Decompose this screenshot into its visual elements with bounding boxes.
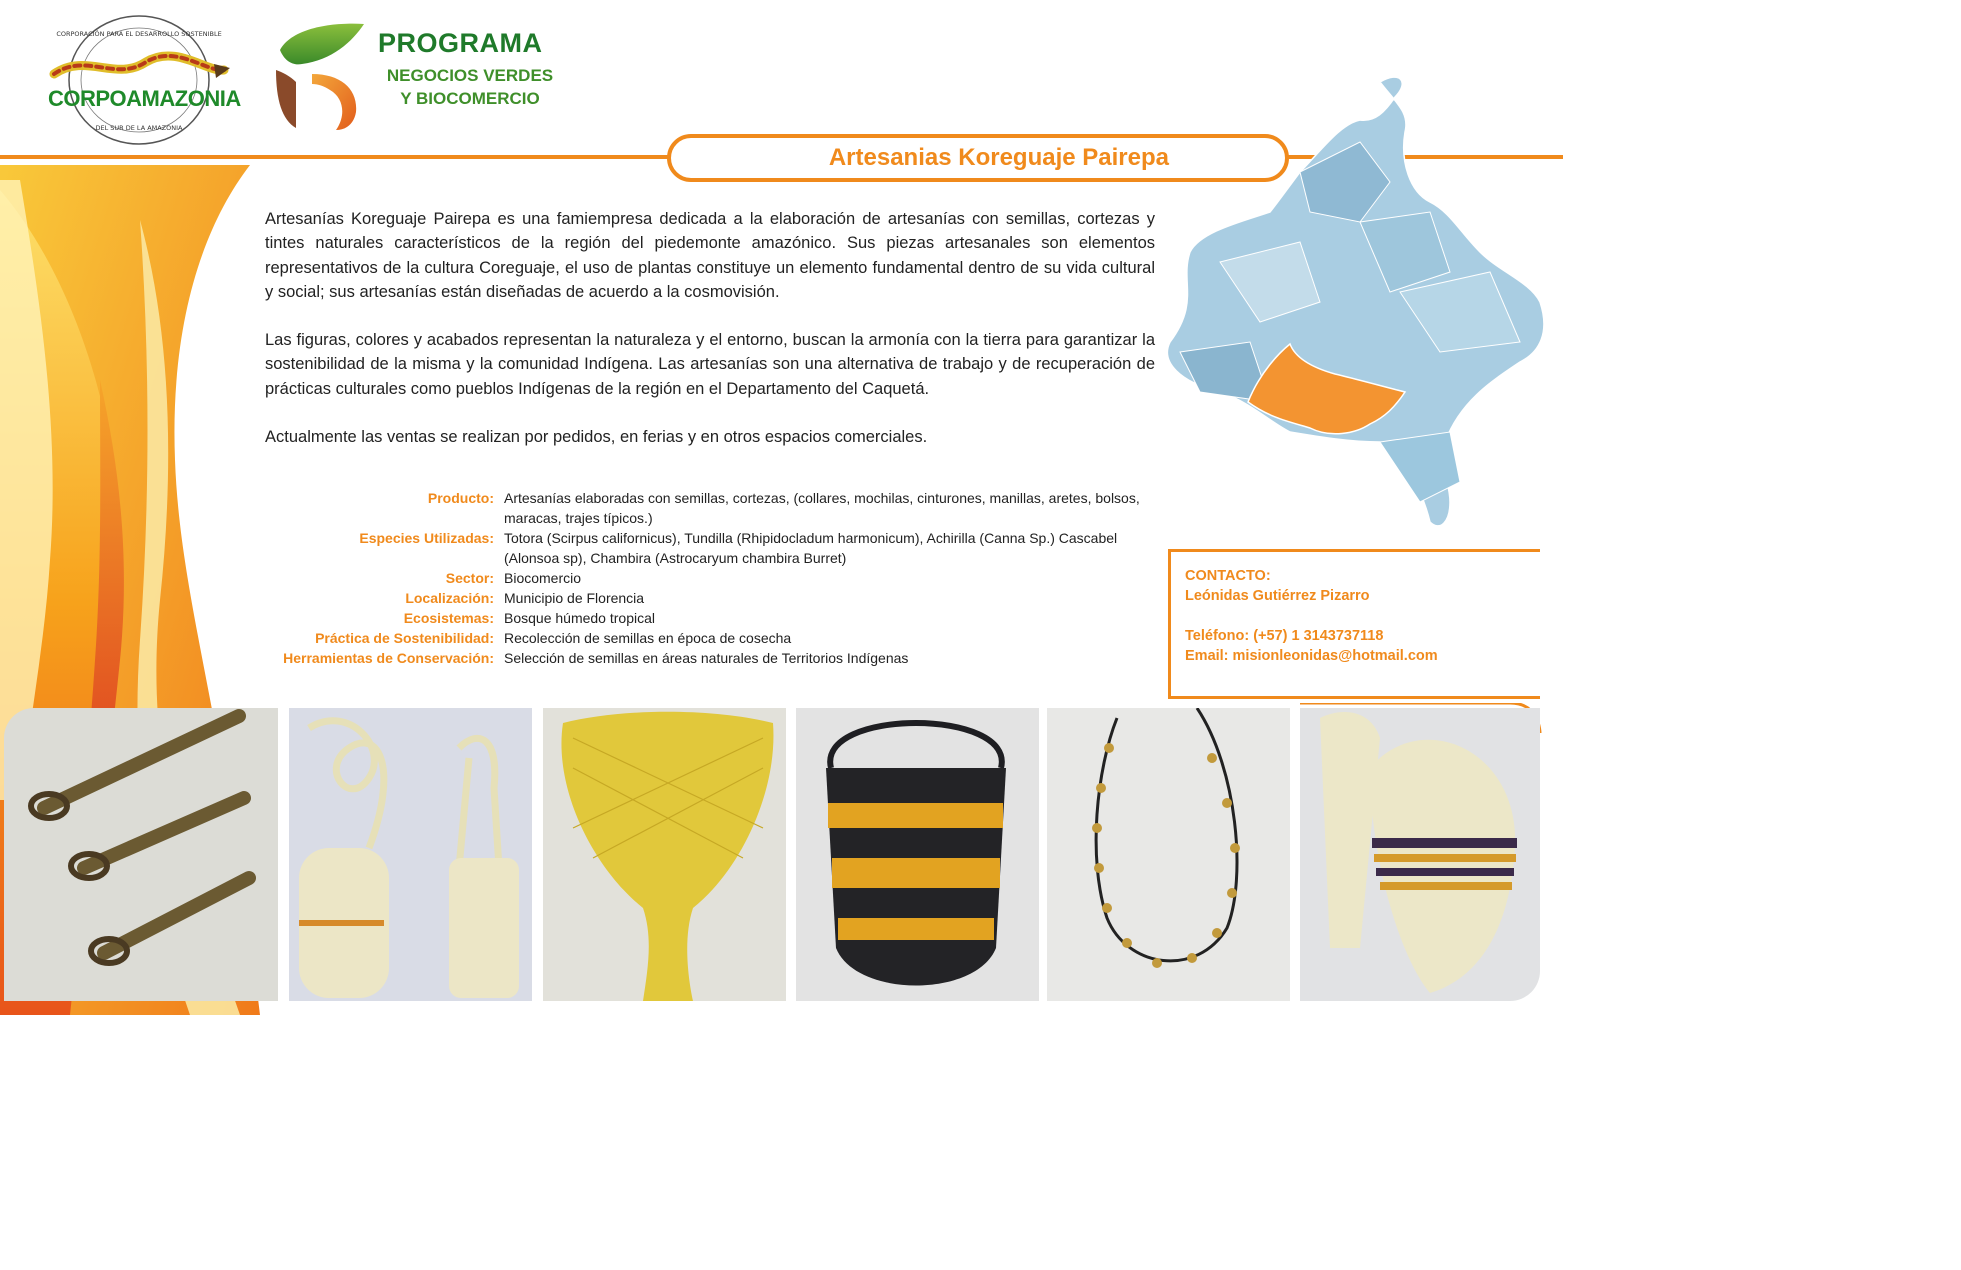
program-subtitle <box>370 64 570 110</box>
spec-row-producto <box>260 488 1140 528</box>
spec-value: Bosque húmedo tropical <box>504 610 655 626</box>
photo-seed-necklace <box>1047 708 1290 1001</box>
description-paragraph: Las figuras, colores y acabados representan la naturaleza y el entorno, buscan la armonía con la tierra para garantizar la sostenibilidad de la misma y la comunidad Indígena. Las artesanías son una alternativa de trabajo y de recuperación de prácticas culturales como pueblos Indígenas de la región en el Departamento del Caquetá. <box>265 331 1155 398</box>
spec-row-localizacion <box>260 588 1140 608</box>
spec-value: Municipio de Florencia <box>504 590 645 606</box>
program-subtitle-line-2: Y BIOCOMERCIO <box>400 89 540 108</box>
photo-maracas <box>4 708 278 1001</box>
contact-name: Leónidas Gutiérrez Pizarro <box>1185 588 1370 604</box>
photo-woven-fan <box>543 708 786 1001</box>
spec-label: Sector: <box>445 570 494 586</box>
spec-row-ecosistemas <box>260 608 1140 628</box>
spec-value: Totora (Scirpus californicus), Tundilla (Rhipidocladum harmonicum), Achirilla (Canna Sp.) Cascabel (Alonsoa sp), Chambira (Astrocaryum chambira Burret) <box>504 530 1118 566</box>
spec-row-sector <box>260 568 1140 588</box>
spec-value: Artesanías elaboradas con semillas, cortezas, (collares, mochilas, cinturones, manillas, aretes, bolsos, maracas, trajes típicos.) <box>504 490 1140 526</box>
spec-row-especies <box>260 528 1140 568</box>
spec-row-practica <box>260 628 1140 648</box>
photo-mochila <box>796 708 1039 1001</box>
title-banner <box>667 134 1289 182</box>
spec-label: Herramientas de Conservación: <box>283 650 494 666</box>
spec-value: Biocomercio <box>504 570 582 586</box>
spec-value: Selección de semillas en áreas naturales de Territorios Indígenas <box>504 650 909 666</box>
contact-box <box>1168 549 1540 699</box>
spec-label: Localización: <box>405 590 494 606</box>
corpoamazonia-logo <box>46 12 241 148</box>
spec-row-herramientas <box>260 648 1140 668</box>
spec-value: Recolección de semillas en época de cosecha <box>504 630 792 646</box>
negocios-verdes-logo <box>272 20 368 132</box>
contact-phone: Teléfono: (+57) 1 3143737118 <box>1185 628 1384 644</box>
page-title: Artesanias Koreguaje Pairepa <box>828 144 1169 171</box>
program-subtitle-line-1: NEGOCIOS VERDES <box>386 66 554 85</box>
description <box>265 207 1155 473</box>
photo-woven-bags <box>289 708 532 1001</box>
corpoamazonia-wordmark: CORPOAMAZONIA <box>48 86 241 111</box>
specs-list <box>260 488 1140 668</box>
description-paragraph: Artesanías Koreguaje Pairepa es una famiempresa dedicada a la elaboración de artesanías con semillas, cortezas y tintes naturales característicos de la región del piedemonte amazónico. Sus piezas artesanales son elementos representativos de la cultura Coreguaje, el uso de plantas constituye un elemento fundamental dentro de su vida cultural y social; sus artesanías están diseñadas de acuerdo a la cosmovisión. <box>265 210 1155 301</box>
program-title: PROGRAMA <box>378 28 543 58</box>
corpo-ring-bottom: DEL SUR DE LA AMAZONIA <box>95 124 183 132</box>
corpo-ring-top: CORPORACIÓN PARA EL DESARROLLO SOSTENIBLE <box>56 30 222 38</box>
spec-label: Especies Utilizadas: <box>359 530 494 546</box>
photo-net-bag <box>1300 708 1540 1001</box>
spec-label: Práctica de Sostenibilidad: <box>315 630 494 646</box>
spec-label: Ecosistemas: <box>403 610 494 626</box>
spec-label: Producto: <box>427 490 494 506</box>
contact-email[interactable]: Email: misionleonidas@hotmail.com <box>1185 648 1438 664</box>
description-paragraph: Actualmente las ventas se realizan por pedidos, en ferias y en otros espacios comerciales. <box>265 428 928 447</box>
contact-heading: CONTACTO: <box>1185 568 1271 584</box>
